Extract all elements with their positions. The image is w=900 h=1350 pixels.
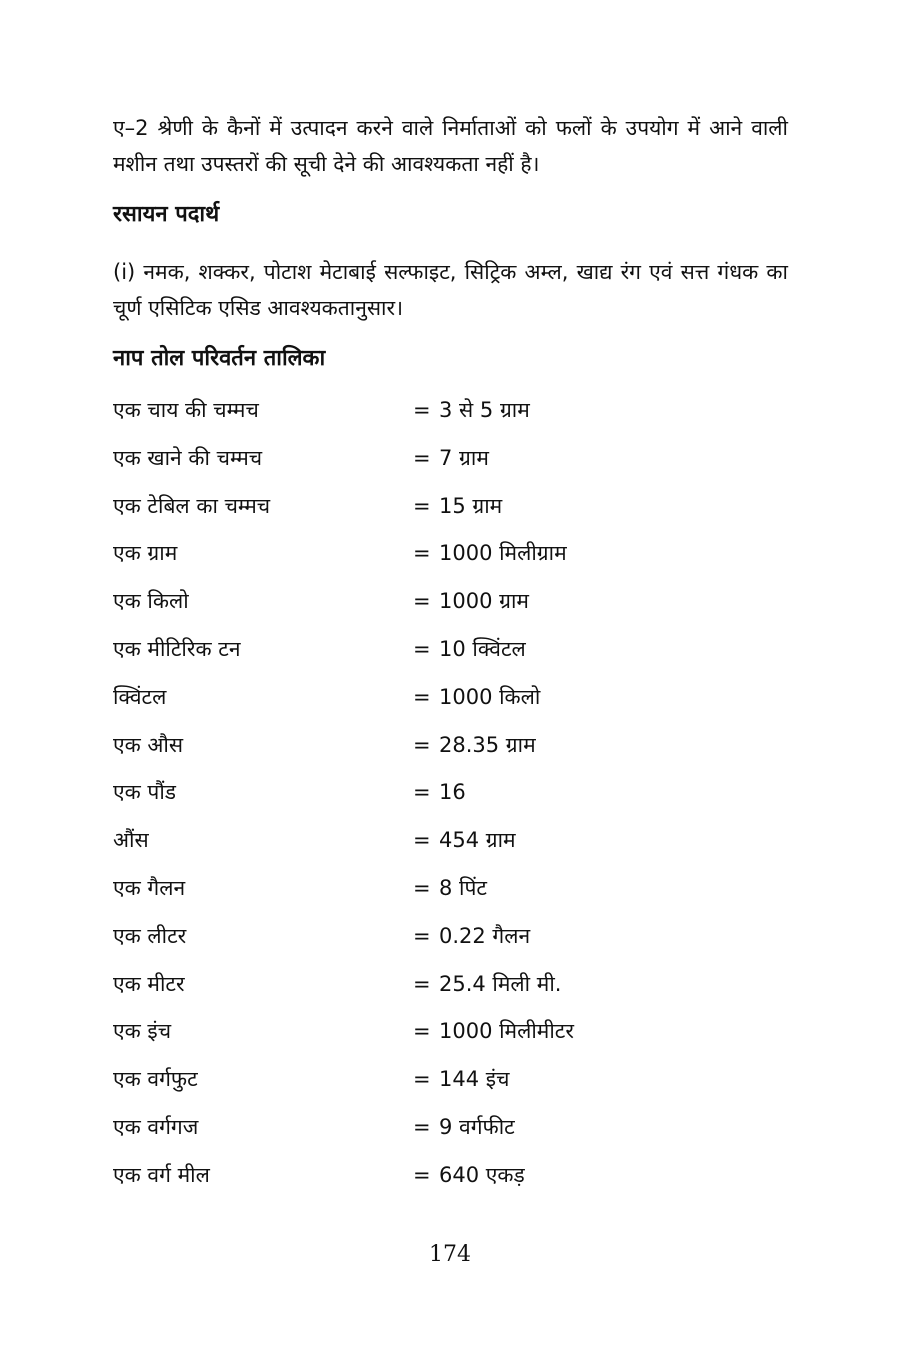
table-row: [113, 440, 713, 488]
row-value: 1000 मिलीग्राम: [439, 541, 567, 566]
equals-sign: =: [413, 1019, 431, 1044]
row-value: 25.4 मिली मी.: [439, 971, 562, 996]
equals-sign: =: [413, 875, 431, 900]
equals-sign: =: [413, 780, 431, 805]
row-label: एक औस: [113, 732, 184, 757]
row-value: 16: [439, 780, 466, 805]
equals-sign: =: [413, 541, 431, 566]
equals-sign: =: [413, 636, 431, 661]
row-value: 1000 किलो: [439, 684, 541, 709]
table-row: [113, 1157, 713, 1205]
equals-sign: =: [413, 684, 431, 709]
equals-sign: =: [413, 398, 431, 422]
table-row: [113, 631, 713, 679]
row-label: एक वर्ग मील: [113, 1162, 210, 1187]
row-label: एक पौंड: [113, 780, 177, 805]
row-label: एक किलो: [113, 589, 189, 614]
equals-sign: =: [413, 493, 431, 518]
row-value: 7 ग्राम: [439, 445, 489, 470]
conversion-table: [113, 392, 713, 1205]
row-value: 10 क्विंटल: [439, 636, 526, 661]
row-value: 144 इंच: [439, 1067, 510, 1092]
row-value: 15 ग्राम: [439, 493, 503, 518]
row-label: क्विंटल: [113, 684, 167, 709]
row-value: 8 पिंट: [439, 875, 487, 900]
row-value: 9 वर्गफीट: [439, 1114, 515, 1139]
chemicals-paragraph: (i) नमक, शक्कर, पोटाश मेटाबाई सल्फाइट, सिट्रिक अम्ल, खाद्य रंग एवं सत्त गंधक का चूर्ण एसिटिक एसिड आवश्यकतानुसार।: [113, 260, 788, 320]
equals-sign: =: [413, 1162, 431, 1187]
row-value: 28.35 ग्राम: [439, 732, 536, 757]
row-label: एक मीटर: [113, 971, 185, 996]
equals-sign: =: [413, 732, 431, 757]
chemicals-heading: रसायन पदार्थ: [113, 202, 220, 227]
table-row: [113, 822, 713, 870]
row-value: 1000 ग्राम: [439, 589, 529, 614]
row-label: एक मीटिरिक टन: [113, 636, 241, 661]
table-row: [113, 1061, 713, 1109]
row-value: 454 ग्राम: [439, 828, 516, 853]
row-label: एक वर्गगज: [113, 1114, 199, 1139]
row-label: एक वर्गफुट: [113, 1067, 198, 1092]
row-label: औंस: [113, 828, 149, 853]
row-value: 3 से 5 ग्राम: [439, 398, 530, 422]
equals-sign: =: [413, 971, 431, 996]
table-row: [113, 727, 713, 775]
table-row: [113, 1109, 713, 1157]
table-row: [113, 870, 713, 918]
table-row: [113, 966, 713, 1014]
row-label: एक गैलन: [113, 875, 186, 900]
equals-sign: =: [413, 828, 431, 853]
row-label: एक चाय की चम्मच: [113, 398, 259, 422]
conversion-table-heading: नाप तोल परिवर्तन तालिका: [113, 346, 326, 371]
table-row: [113, 679, 713, 727]
row-value: 640 एकड़: [439, 1162, 525, 1187]
table-row: [113, 583, 713, 631]
table-row: [113, 1013, 713, 1061]
table-row: [113, 392, 713, 440]
row-label: एक इंच: [113, 1019, 172, 1044]
row-label: एक खाने की चम्मच: [113, 445, 263, 470]
table-row: [113, 488, 713, 536]
equals-sign: =: [413, 1067, 431, 1092]
row-value: 0.22 गैलन: [439, 923, 531, 948]
row-label: एक टेबिल का चम्मच: [113, 493, 271, 518]
equals-sign: =: [413, 1114, 431, 1139]
row-label: एक लीटर: [113, 923, 187, 948]
intro-paragraph: ए–2 श्रेणी के कैनों में उत्पादन करने वाले निर्माताओं को फलों के उपयोग में आने वाली मशीन तथा उपस्तरों की सूची देने की आवश्यकता नहीं है।: [113, 116, 788, 176]
page-number: 174: [429, 1242, 471, 1267]
equals-sign: =: [413, 923, 431, 948]
table-row: [113, 774, 713, 822]
row-label: एक ग्राम: [113, 541, 178, 566]
table-row: [113, 535, 713, 583]
table-row: [113, 918, 713, 966]
row-value: 1000 मिलीमीटर: [439, 1019, 574, 1044]
equals-sign: =: [413, 589, 431, 614]
equals-sign: =: [413, 445, 431, 470]
